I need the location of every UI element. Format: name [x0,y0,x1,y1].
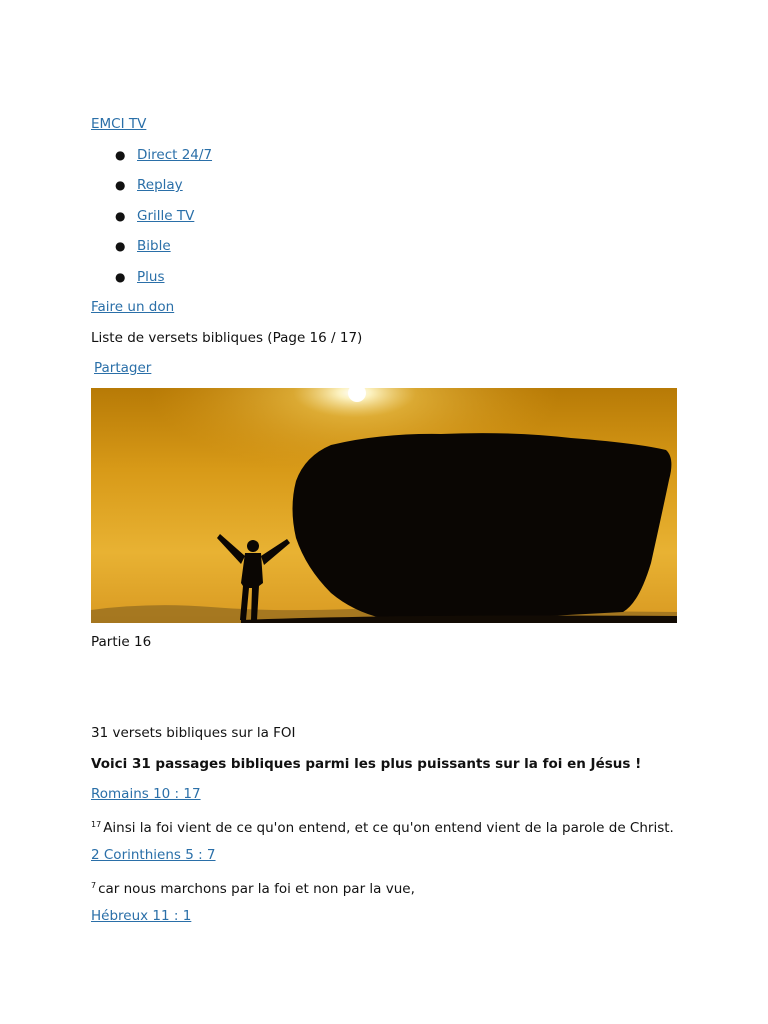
nav-link-plus[interactable]: Plus [137,268,165,285]
bullet-icon: ● [115,147,126,162]
brand-link[interactable]: EMCI TV [91,116,147,132]
page-title: Liste de versets bibliques (Page 16 / 17) [91,329,363,346]
nav-item-direct [91,144,677,175]
nav-link-direct[interactable]: Direct 24/7 [137,146,213,163]
boulder-silhouette [293,433,672,621]
spacer [91,661,677,722]
verse-body: Ainsi la foi vient de ce qu'on entend, et ce qu'on entend vient de la parole de Christ. [103,819,674,836]
nav-link-replay[interactable]: Replay [137,177,183,193]
verse-ref-line [91,783,677,814]
verse-ref-link[interactable]: Hébreux 11 : 1 [91,908,192,924]
bullet-icon: ● [115,208,126,223]
nav-item-bible [91,235,677,266]
verse-text [91,814,677,845]
verse-number: 7 [91,880,97,890]
image-caption: Partie 16 [91,633,152,650]
brand-line [91,113,677,144]
donate-line [91,296,677,327]
bullet-icon: ● [115,239,126,253]
intro-text: Voici 31 passages bibliques parmi les plus puissants sur la foi en Jésus ! [91,755,642,772]
share-link[interactable] [91,360,151,376]
verse-ref-link[interactable]: Romains 10 : 17 [91,786,201,802]
verse-ref-line [91,905,677,936]
verse-text [91,875,677,906]
hero-image [91,388,677,623]
verse-body: car nous marchons par la foi et non par la vue, [98,880,415,897]
share-line [91,357,677,388]
verse-ref-line [91,844,677,875]
nav-link-grille[interactable]: Grille TV [137,207,195,224]
donate-link[interactable]: Faire un don [91,299,175,315]
bullet-icon: ● [115,269,126,284]
verse-number: 17 [91,819,102,829]
section-title: 31 versets bibliques sur la FOI [91,725,296,741]
nav-link-bible[interactable]: Bible [137,238,171,254]
nav-item-replay [91,174,677,205]
verse-ref-link[interactable]: 2 Corinthiens 5 : 7 [91,847,216,863]
page-content [91,113,677,936]
share-label: Partager [94,360,152,376]
nav-item-grille [91,205,677,236]
nav-item-plus [91,266,677,297]
bullet-icon: ● [115,178,126,192]
main-nav [91,144,677,297]
